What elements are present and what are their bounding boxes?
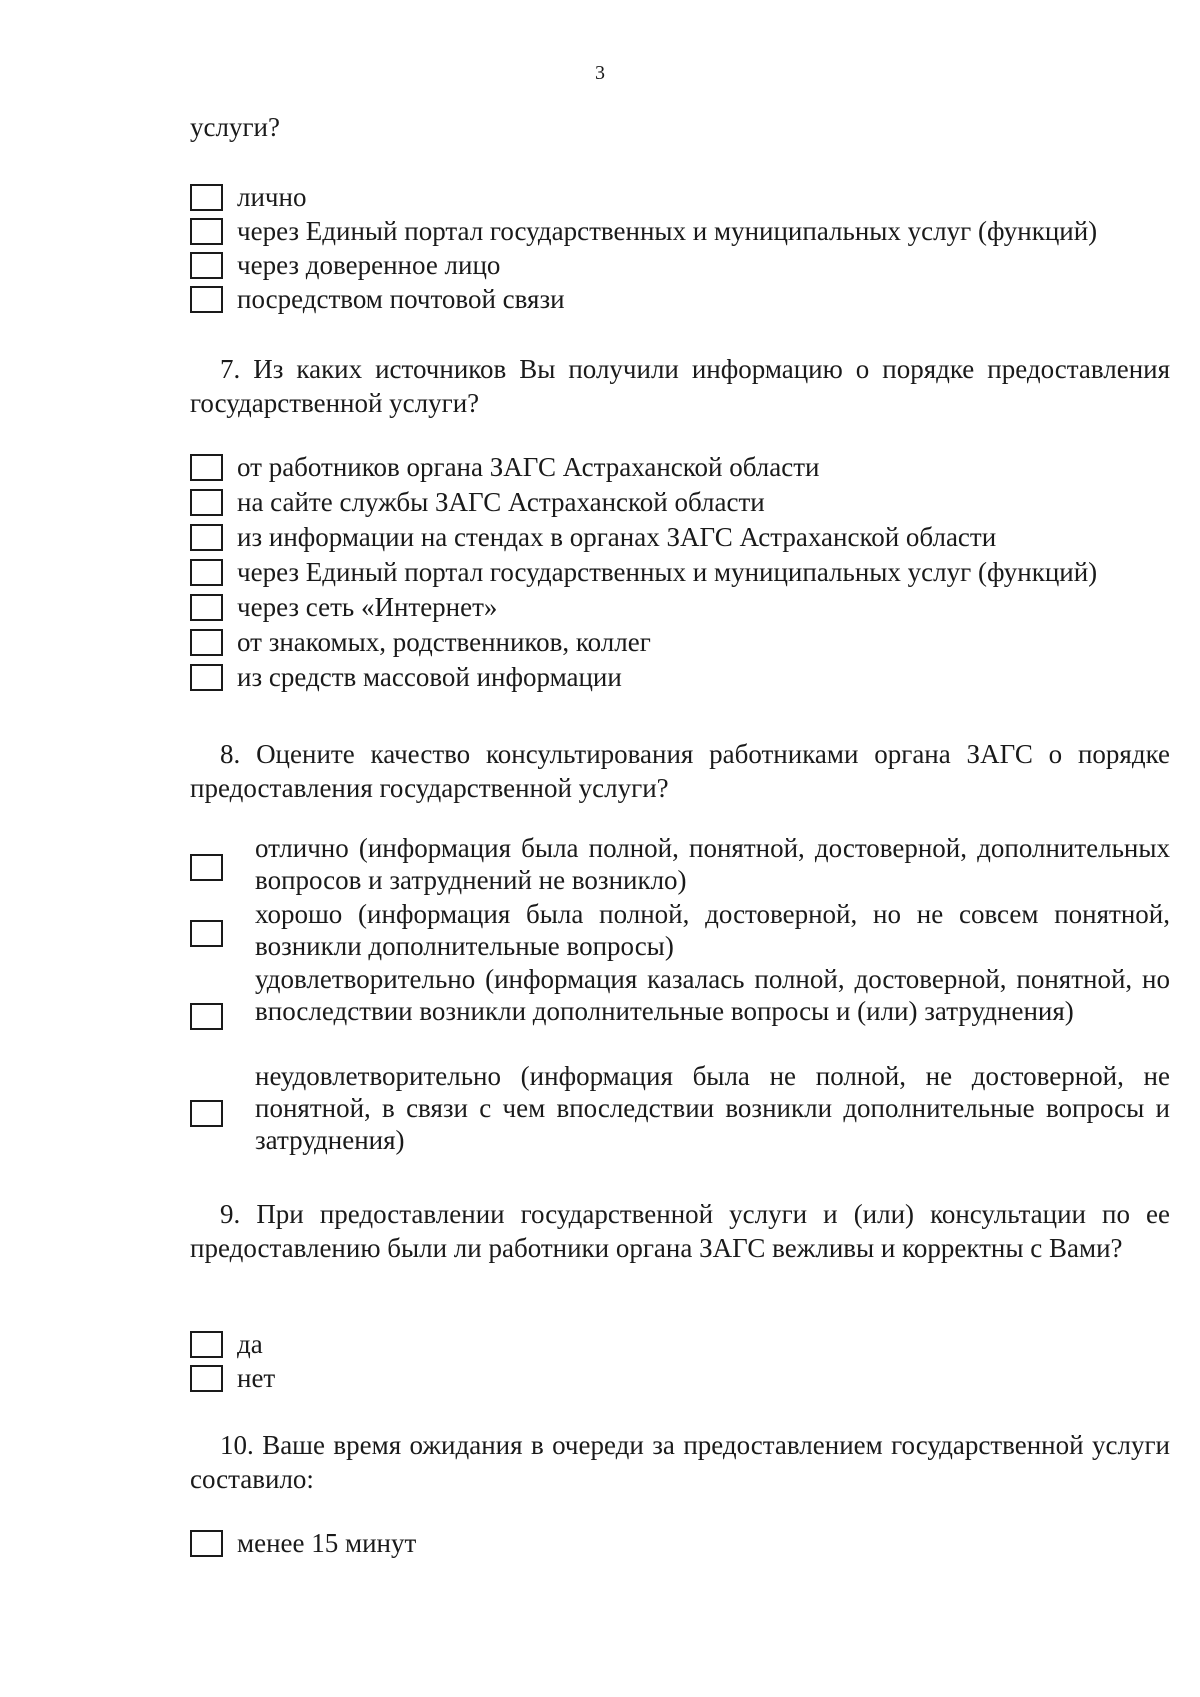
question-10 bbox=[190, 1428, 1170, 1496]
checkbox[interactable] bbox=[190, 1003, 223, 1030]
option-label: из средств массовой информации bbox=[237, 662, 622, 692]
question-9 bbox=[190, 1197, 1170, 1265]
option-label: через Единый портал государственных и муниципальных услуг (функций) bbox=[237, 557, 1098, 587]
checkbox[interactable] bbox=[190, 854, 223, 881]
q7-option[interactable] bbox=[190, 590, 497, 624]
q7-option[interactable] bbox=[190, 485, 765, 519]
checkbox[interactable] bbox=[190, 594, 223, 621]
question-continuation: услуги? bbox=[190, 112, 280, 142]
option-label: лично bbox=[237, 182, 307, 212]
q9-option[interactable] bbox=[190, 1361, 275, 1395]
option-label: от работников органа ЗАГС Астраханской области bbox=[237, 452, 820, 482]
option-label: через сеть «Интернет» bbox=[237, 592, 498, 622]
checkbox[interactable] bbox=[190, 1331, 223, 1358]
option-label: хорошо (информация была полной, достоверной, но не совсем понятной, возникли дополнительные вопросы) bbox=[255, 899, 1170, 961]
question-text: Из каких источников Вы получили информацию о порядке предоставления государственной услуги? bbox=[190, 354, 1171, 418]
q7-option[interactable] bbox=[190, 450, 819, 484]
option-label: на сайте службы ЗАГС Астраханской области bbox=[237, 487, 765, 517]
question-text: Оцените качество консультирования работниками органа ЗАГС о порядке предоставления государственной услуги? bbox=[190, 739, 1170, 803]
option-label: удовлетворительно (информация казалась полной, достоверной, понятной, но впоследствии возникли дополнительные вопросы и (или) затруднения) bbox=[255, 964, 1170, 1026]
q7-option[interactable] bbox=[190, 625, 651, 659]
question-number: 9. bbox=[220, 1199, 241, 1229]
checkbox[interactable] bbox=[190, 559, 223, 586]
checkbox[interactable] bbox=[190, 286, 223, 313]
q6-option[interactable] bbox=[190, 214, 1097, 248]
q7-option[interactable] bbox=[190, 520, 996, 554]
checkbox[interactable] bbox=[190, 252, 223, 279]
q6-option[interactable] bbox=[190, 248, 500, 282]
checkbox[interactable] bbox=[190, 489, 223, 516]
q6-option[interactable] bbox=[190, 180, 306, 214]
checkbox[interactable] bbox=[190, 664, 223, 691]
question-number: 10. bbox=[220, 1430, 254, 1460]
option-label: из информации на стендах в органах ЗАГС Астраханской области bbox=[237, 522, 997, 552]
q9-option[interactable] bbox=[190, 1327, 263, 1361]
option-label: неудовлетворительно (информация была не полной, не достоверной, не понятной, в связи с чем впоследствии возникли дополнительные вопросы и затруднения) bbox=[255, 1061, 1170, 1155]
checkbox[interactable] bbox=[190, 454, 223, 481]
q7-option[interactable] bbox=[190, 555, 1097, 589]
checkbox[interactable] bbox=[190, 1100, 223, 1127]
option-label: менее 15 минут bbox=[237, 1528, 417, 1558]
question-number: 7. bbox=[220, 354, 241, 384]
option-label: да bbox=[237, 1329, 263, 1359]
option-label: через доверенное лицо bbox=[237, 250, 501, 280]
checkbox[interactable] bbox=[190, 629, 223, 656]
question-text: Ваше время ожидания в очереди за предоставлением государственной услуги составило: bbox=[190, 1430, 1170, 1494]
option-label: отлично (информация была полной, понятной, достоверной, дополнительных вопросов и затруднений не возникло) bbox=[255, 833, 1170, 895]
checkbox[interactable] bbox=[190, 218, 223, 245]
q7-option[interactable] bbox=[190, 660, 622, 694]
q6-option[interactable] bbox=[190, 282, 565, 316]
checkbox[interactable] bbox=[190, 184, 223, 211]
question-7 bbox=[190, 352, 1170, 420]
q10-option[interactable] bbox=[190, 1526, 416, 1560]
checkbox[interactable] bbox=[190, 1530, 223, 1557]
checkbox[interactable] bbox=[190, 524, 223, 551]
question-text: При предоставлении государственной услуги и (или) консультации по ее предоставлению были ли работники органа ЗАГС вежливы и корректны с Вами? bbox=[190, 1199, 1170, 1263]
option-label: через Единый портал государственных и муниципальных услуг (функций) bbox=[237, 216, 1098, 246]
question-8 bbox=[190, 737, 1170, 805]
checkbox[interactable] bbox=[190, 1365, 223, 1392]
question-number: 8. bbox=[220, 739, 241, 769]
option-label: нет bbox=[237, 1363, 276, 1393]
checkbox[interactable] bbox=[190, 920, 223, 947]
option-label: посредством почтовой связи bbox=[237, 284, 565, 314]
page-number: 3 bbox=[595, 62, 605, 84]
option-label: от знакомых, родственников, коллег bbox=[237, 627, 651, 657]
